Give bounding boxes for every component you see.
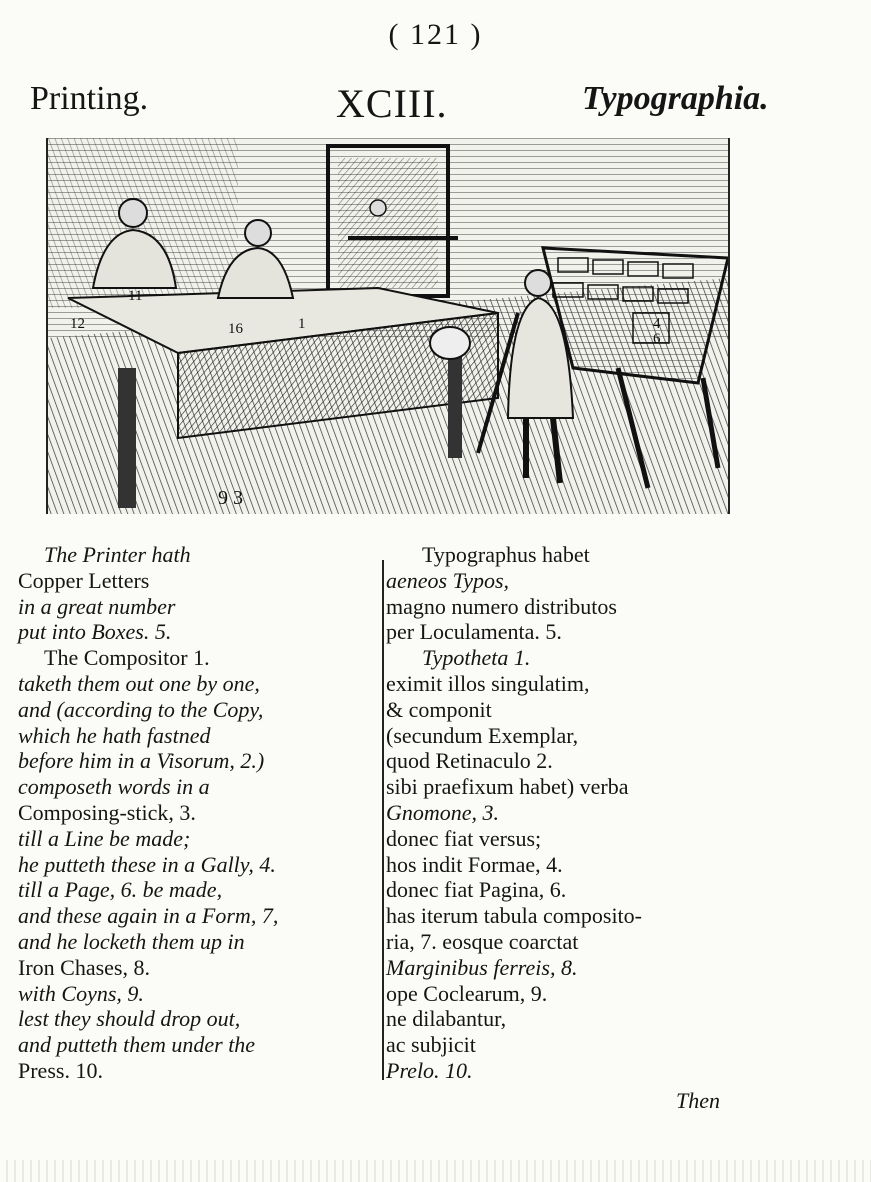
english-text-line: taketh them out one by one, [18, 670, 260, 696]
english-text-line: Composing-stick, 3. [18, 799, 196, 825]
catchword: Then [676, 1088, 720, 1113]
latin-text-line: & componit [386, 696, 492, 722]
latin-text-line: Gnomone, 3. [386, 799, 500, 825]
english-column [18, 542, 380, 1084]
latin-text-line: ne dilabantur, [386, 1006, 507, 1032]
latin-text-line: donec fiat Pagina, 6. [386, 877, 567, 903]
english-text-line: till a Page, 6. be made, [18, 877, 223, 903]
english-text-line: Iron Chases, 8. [18, 954, 150, 980]
label-11: 11 [128, 288, 143, 304]
latin-text-line: ac subjicit [386, 1032, 476, 1058]
latin-text-line: aeneos Typos, [386, 567, 510, 593]
label-16: 16 [228, 321, 243, 337]
latin-column [386, 542, 766, 1084]
english-text-line: put into Boxes. 5. [18, 619, 172, 645]
page-number: ( 121 ) [388, 18, 483, 51]
latin-text-line: ria, 7. eosque coarctat [386, 928, 579, 954]
label-93: 9 3 [218, 487, 243, 509]
label-4: 4 [653, 316, 661, 332]
english-text-line: composeth words in a [18, 774, 210, 800]
printing-shop-woodcut [46, 138, 730, 514]
latin-text-line: Typographus habet [422, 542, 590, 567]
english-text-line: and putteth them under the [18, 1032, 256, 1058]
english-text-line: which he hath fastned [18, 722, 211, 748]
english-text-line: The Compositor 1. [44, 645, 210, 671]
chapter-numeral: XCIII. [336, 81, 448, 126]
latin-text-line: (secundum Exemplar, [386, 722, 579, 748]
latin-text-line: ope Coclearum, 9. [386, 980, 548, 1006]
latin-text-line: Prelo. 10. [386, 1057, 473, 1083]
english-text-line: lest they should drop out, [18, 1006, 241, 1032]
english-text-line: before him in a Visorum, 2.) [18, 748, 265, 774]
english-text-line: in a great number [18, 593, 176, 619]
english-text-line: Press. 10. [18, 1057, 103, 1083]
english-text-line: with Coyns, 9. [18, 980, 144, 1006]
header-latin-title: Typographia. [582, 80, 769, 117]
english-text-line: he putteth these in a Gally, 4. [18, 851, 276, 877]
latin-text-line: eximit illos singulatim, [386, 670, 590, 696]
english-text-line: Copper Letters [18, 567, 150, 593]
english-text-line: and these again in a Form, 7, [18, 903, 279, 929]
latin-text-line: hos indit Formae, 4. [386, 851, 563, 877]
english-text-line: and he locketh them up in [18, 928, 245, 954]
latin-text-line: Typotheta 1. [422, 645, 531, 671]
latin-text-line: has iterum tabula composito- [386, 903, 642, 929]
english-text-line: till a Line be made; [18, 825, 191, 851]
header-english-title: Printing. [30, 80, 149, 117]
latin-text-line: per Loculamenta. 5. [386, 619, 562, 645]
english-text-line: and (according to the Copy, [18, 696, 264, 722]
latin-text-line: quod Retinaculo 2. [386, 748, 553, 774]
column-divider [382, 560, 384, 1080]
scan-edge [0, 1160, 871, 1182]
latin-text-line: magno numero distributos [386, 593, 617, 619]
latin-text-line: Marginibus ferreis, 8. [386, 954, 578, 980]
label-6: 6 [653, 331, 661, 347]
english-text-line: The Printer hath [44, 542, 191, 567]
latin-text-line: donec fiat versus; [386, 825, 542, 851]
latin-text-line: sibi praefixum habet) verba [386, 774, 629, 800]
label-12: 12 [70, 316, 85, 332]
label-1: 1 [298, 316, 306, 332]
